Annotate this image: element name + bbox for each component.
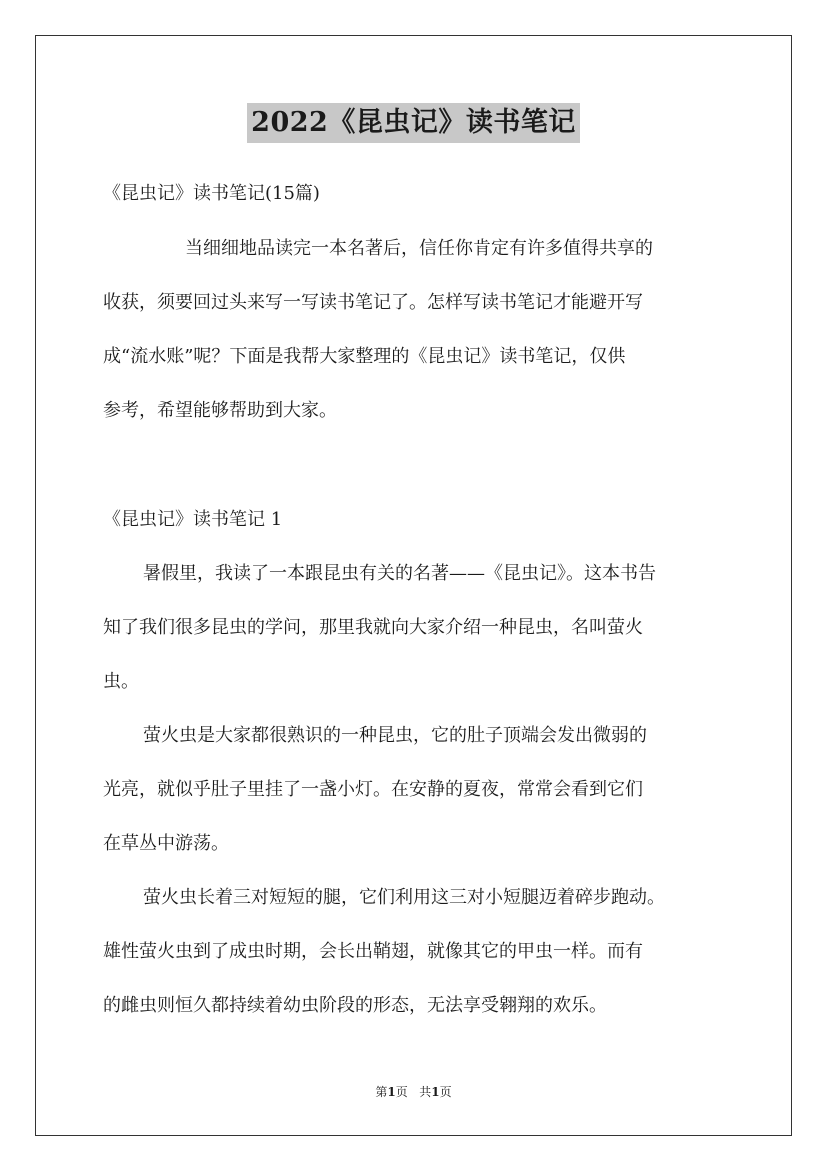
paragraph-line: 知了我们很多昆虫的学问，那里我就向大家介绍一种昆虫，名叫萤火 (103, 617, 643, 638)
footer-page-suffix: 页 (395, 1085, 408, 1099)
title-container (0, 103, 827, 143)
intro-line: 参考，希望能够帮助到大家。 (103, 400, 337, 421)
page-footer (0, 1083, 827, 1101)
document-subtitle: 《昆虫记》读书笔记(15篇) (103, 183, 320, 204)
footer-total-suffix: 页 (439, 1085, 452, 1099)
footer-page-prefix: 第 (375, 1085, 388, 1099)
footer-total-pages: 1 (431, 1085, 440, 1099)
paragraph-line: 萤火虫是大家都很熟识的一种昆虫，它的肚子顶端会发出微弱的 (143, 725, 647, 746)
footer-total-prefix: 共 (419, 1085, 432, 1099)
document-title: 2022《昆虫记》读书笔记 (247, 103, 580, 143)
section-heading: 《昆虫记》读书笔记 1 (103, 509, 283, 530)
footer-page-number: 1 (387, 1085, 396, 1099)
paragraph-line: 萤火虫长着三对短短的腿，它们利用这三对小短腿迈着碎步跑动。 (143, 887, 665, 908)
intro-line: 当细细地品读完一本名著后，信任你肯定有许多值得共享的 (185, 238, 653, 259)
intro-line: 成“流水账”呢？下面是我帮大家整理的《昆虫记》读书笔记，仅供 (103, 346, 626, 367)
paragraph-line: 暑假里，我读了一本跟昆虫有关的名著——《昆虫记》。这本书告 (143, 563, 656, 584)
paragraph-line: 在草丛中游荡。 (103, 833, 229, 854)
paragraph-line: 雄性萤火虫到了成虫时期，会长出鞘翅，就像其它的甲虫一样。而有 (103, 941, 643, 962)
intro-line: 收获，须要回过头来写一写读书笔记了。怎样写读书笔记才能避开写 (103, 292, 643, 313)
paragraph-line: 虫。 (103, 671, 139, 692)
paragraph-line: 光亮，就似乎肚子里挂了一盏小灯。在安静的夏夜，常常会看到它们 (103, 779, 643, 800)
paragraph-line: 的雌虫则恒久都持续着幼虫阶段的形态，无法享受翱翔的欢乐。 (103, 995, 607, 1016)
